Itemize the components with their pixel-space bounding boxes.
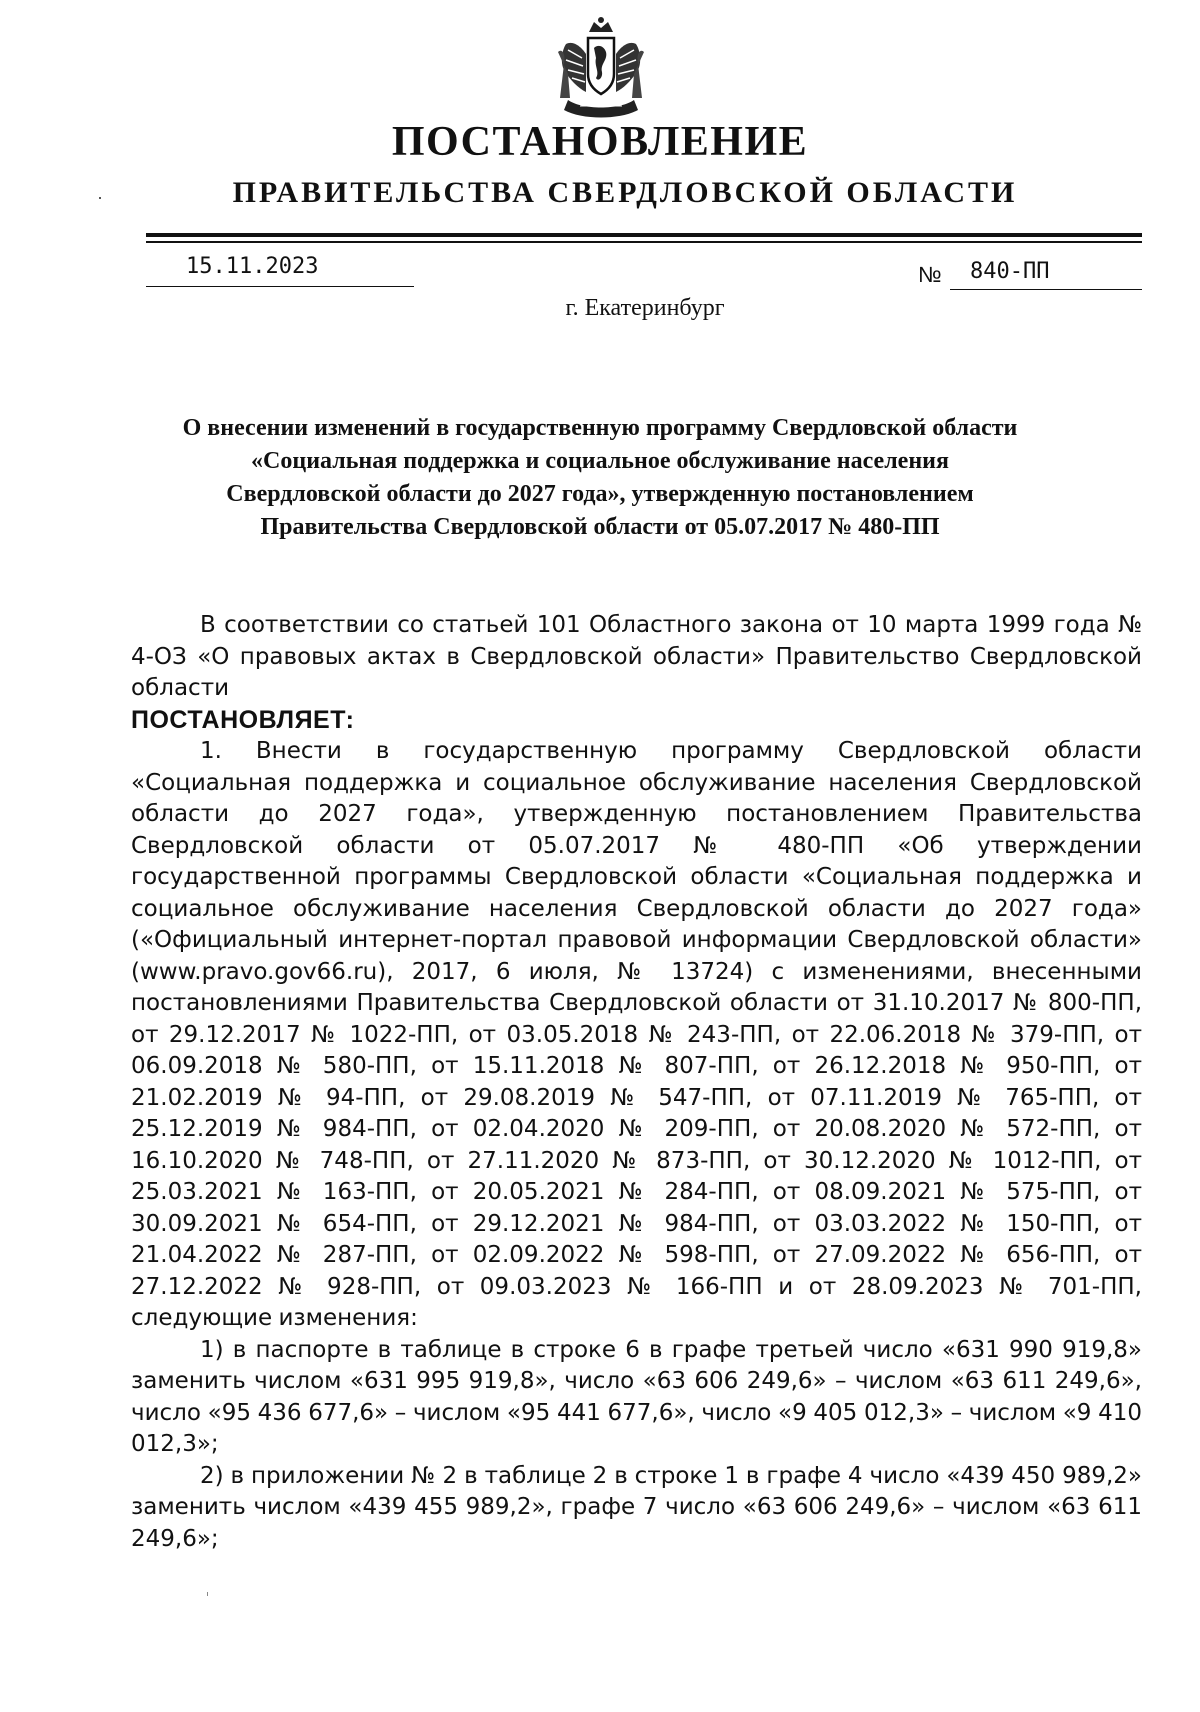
document-body bbox=[131, 610, 1142, 1555]
date-field bbox=[146, 252, 414, 287]
document-heading bbox=[120, 412, 1080, 544]
scan-mark bbox=[207, 1592, 208, 1596]
document-title: ПОСТАНОВЛЕНИЕ bbox=[391, 119, 809, 165]
subitem-1-paragraph: 1) в паспорте в таблице в строке 6 в графе третьей число «631 990 919,8» заменить числом «631 995 919,8», число «63 606 249,6» – числом «63 611 249,6», число «95 436 677,6» – числом «95 441 677,6», число «9 405 012,3» – числом «9 410 012,3»; bbox=[131, 1336, 1142, 1457]
heading-line: Свердловской области до 2027 года», утвержденную постановлением bbox=[226, 481, 974, 507]
heading-line: «Социальная поддержка и социальное обслуживание населения bbox=[251, 448, 949, 474]
number-label: № bbox=[918, 262, 942, 287]
header-divider-thick bbox=[146, 233, 1142, 237]
subitem-2-paragraph: 2) в приложении № 2 в таблице 2 в строке 1 в графе 4 число «439 450 989,2» заменить числом «439 455 989,2», графе 7 число «63 606 249,6» – числом «63 611 249,6»; bbox=[131, 1462, 1142, 1552]
document-date: 15.11.2023 bbox=[186, 254, 319, 279]
number-field bbox=[950, 257, 1142, 290]
decree-word: ПОСТАНОВЛЯЕТ: bbox=[131, 705, 355, 734]
document-number: 840-ПП bbox=[970, 259, 1050, 284]
header-divider-thin bbox=[146, 241, 1142, 243]
heading-line: Правительства Свердловской области от 05.07.2017 № 480-ПП bbox=[260, 514, 940, 540]
document-subtitle: ПРАВИТЕЛЬСТВА СВЕРДЛОВСКОЙ ОБЛАСТИ bbox=[232, 176, 1018, 209]
item-1-paragraph: 1. Внести в государственную программу Свердловской области «Социальная поддержка и социальное обслуживание населения Свердловской области до 2027 года», утвержденную постановлением Правительства Свердловской области от 05.07.2017 № 480-ПП «Об утверждении государственной программы Свердловской области «Социальная поддержка и социальное обслуживание населения Свердловской области до 2027 года» («Официальный интернет-портал правовой информации Свердловской области» (www.pravo.gov66.ru), 2017, 6 июля, № 13724) с изменениями, внесенными постановлениями Правительства Свердловской области от 31.10.2017 № 800-ПП, от 29.12.2017 № 1022-ПП, от 03.05.2018 № 243-ПП, от 22.06.2018 № 379-ПП, от 06.09.2018 № 580-ПП, от 15.11.2018 № 807-ПП, от 26.12.2018 № 950-ПП, от 21.02.2019 № 94-ПП, от 29.08.2019 № 547-ПП, от 07.11.2019 № 765-ПП, от 25.12.2019 № 984-ПП, от 02.04.2020 № 209-ПП, от 20.08.2020 № 572-ПП, от 16.10.2020 № 748-ПП, от 27.11.2020 № 873-ПП, от 30.12.2020 № 1012-ПП, от 25.03.2021 № 163-ПП, от 20.05.2021 № 284-ПП, от 08.09.2021 № 575-ПП, от 30.09.2021 № 654-ПП, от 29.12.2021 № 984-ПП, от 03.03.2022 № 150-ПП, от 21.04.2022 № 287-ПП, от 02.09.2022 № 598-ПП, от 27.09.2022 № 656-ПП, от 27.12.2022 № 928-ПП, от 09.03.2023 № 166-ПП и от 28.09.2023 № 701-ПП, следующие изменения: bbox=[131, 738, 1142, 1331]
scan-dot bbox=[99, 197, 101, 199]
heading-line: О внесении изменений в государственную программу Свердловской области bbox=[182, 415, 1018, 441]
document-city: г. Екатеринбург bbox=[565, 295, 725, 321]
coat-of-arms-icon bbox=[556, 14, 646, 126]
intro-paragraph: В соответствии со статьей 101 Областного закона от 10 марта 1999 года № 4-ОЗ «О правовых актах в Свердловской области» Правительство Свердловской области bbox=[131, 612, 1142, 701]
